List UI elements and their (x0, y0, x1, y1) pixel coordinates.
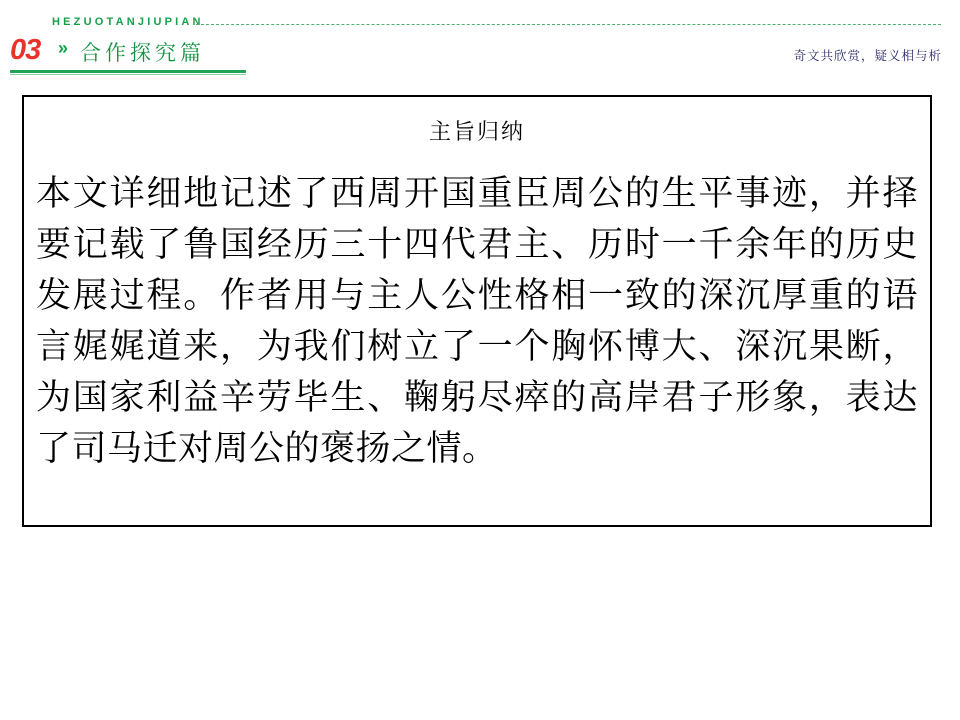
content-title: 主旨归纳 (428, 119, 525, 144)
content-body: 本文详细地记述了西周开国重臣周公的生平事迹，并择要记载了鲁国经历三十四代君主、历时一千余年的历史发展过程。作者用与主人公性格相一致的深沉厚重的语言娓娓道来，为我们树立了一个胸怀博大、深沉果断，为国家利益辛劳毕生、鞠躬尽瘁的高岸君子形象，表达了司马迁对周公的褒扬之情。 (36, 174, 918, 468)
section-title: 合作探究篇 (80, 42, 205, 65)
page-header (0, 0, 960, 78)
header-rule-thin (10, 74, 246, 75)
chapter-number: 03 (10, 34, 41, 66)
header-dashed-rule (196, 24, 941, 25)
header-motto: 奇文共欣赏，疑义相与析 (793, 49, 942, 63)
header-pinyin: HEZUOTANJIUPIAN (52, 16, 204, 28)
chevron-right-icon: » (58, 38, 69, 58)
content-box (22, 95, 932, 527)
header-rule-thick (10, 70, 246, 73)
